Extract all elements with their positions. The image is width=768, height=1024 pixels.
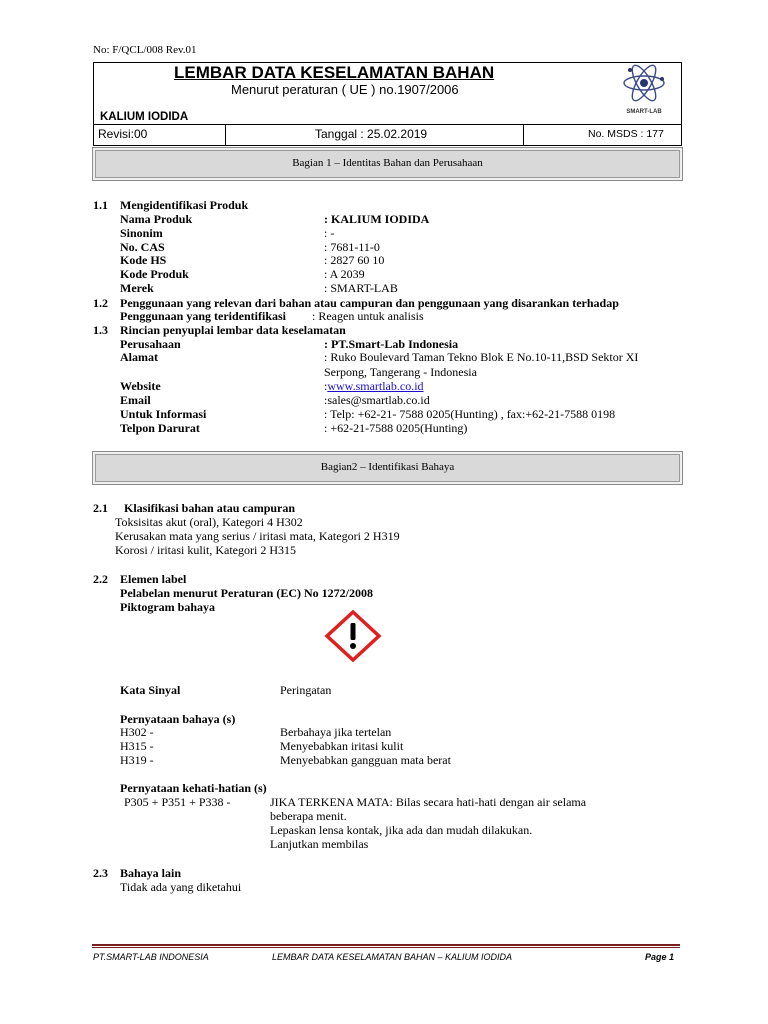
signal-word-label: Kata Sinyal: [120, 683, 181, 697]
hazard-code-3: H319 -: [120, 753, 154, 767]
precaution-code: P305 + P351 + P338 -: [124, 795, 231, 809]
website-value: [324, 379, 424, 393]
address-line2: Serpong, Tangerang - Indonesia: [324, 365, 477, 379]
s22-regulation: Pelabelan menurut Peraturan (EC) No 1272/2008: [120, 586, 373, 600]
product-row-value: : 2827 60 10: [324, 253, 385, 267]
s23-title: Bahaya lain: [120, 866, 182, 880]
precaution-line-2: beberapa menit.: [270, 809, 347, 823]
info-value: : Telp: +62-21- 7588 0205(Hunting) , fax:+62-21-7588 0198: [324, 407, 616, 421]
footer-page-number: Page 1: [645, 952, 675, 962]
s23-number: 2.3: [93, 866, 108, 880]
email-label: Email: [120, 393, 151, 407]
s13-title: Rincian penyuplai lembar data keselamatan: [120, 323, 346, 337]
s22-pictogram-label: Piktogram bahaya: [120, 600, 216, 614]
product-name-header: KALIUM IODIDA: [100, 111, 189, 123]
product-row-value: : -: [324, 226, 335, 240]
product-row-label: Merek: [120, 281, 154, 295]
precaution-line-1: JIKA TERKENA MATA: Bilas secara hati-hati dengan air selama: [270, 795, 587, 809]
s23-text: Tidak ada yang diketahui: [120, 880, 242, 894]
s22-number: 2.2: [93, 572, 108, 586]
precaution-line-3: Lepaskan lensa kontak, jika ada dan mudah dilakukan.: [270, 823, 533, 837]
classification-2: Kerusakan mata yang serius / iritasi mata, Kategori 2 H319: [115, 529, 400, 543]
atom-logo-icon: [610, 59, 680, 121]
website-label: Website: [120, 379, 161, 393]
revision-cell: [94, 125, 226, 145]
hazard-code-2: H315 -: [120, 739, 154, 753]
date-cell: [225, 125, 524, 145]
footer-rule: [92, 944, 680, 948]
product-row-value: : KALIUM IODIDA: [324, 212, 430, 226]
website-prefix: :: [324, 379, 328, 393]
product-row-label: Kode Produk: [120, 267, 189, 281]
product-row-value: : 7681-11-0: [324, 240, 380, 254]
footer-company: PT.SMART-LAB INDONESIA: [93, 952, 209, 962]
section1-heading: Bagian 1 – Identitas Bahan dan Perusahaan: [292, 157, 483, 169]
product-row-value: : A 2039: [324, 267, 365, 281]
identified-use-value: : Reagen untuk analisis: [312, 309, 424, 323]
address-line1: : Ruko Boulevard Taman Tekno Blok E No.10-11,BSD Sektor XI: [324, 350, 639, 364]
product-row-value: : SMART-LAB: [324, 281, 398, 295]
hazard-text-2: Menyebabkan iritasi kulit: [280, 739, 404, 753]
address-label: Alamat: [120, 350, 158, 364]
s12-number: 1.2: [93, 296, 108, 310]
company-value: : PT.Smart-Lab Indonesia: [324, 337, 459, 351]
s21-number: 2.1: [93, 501, 108, 515]
ghs-exclamation-pictogram: [324, 610, 382, 662]
info-label: Untuk Informasi: [120, 407, 207, 421]
website-link[interactable]: www.smartlab.co.id: [327, 379, 424, 393]
email-value: :sales@smartlab.co.id: [324, 393, 430, 407]
section1-band: [92, 147, 683, 181]
product-row-label: Kode HS: [120, 253, 167, 267]
s13-number: 1.3: [93, 323, 108, 337]
s22-title: Elemen label: [120, 572, 187, 586]
precaution-title: Pernyataan kehati-hatian (s): [120, 781, 267, 795]
hazard-statements-title: Pernyataan bahaya (s): [120, 712, 236, 726]
hazard-text-3: Menyebabkan gangguan mata berat: [280, 753, 451, 767]
classification-3: Korosi / iritasi kulit, Kategori 2 H315: [115, 543, 296, 557]
msds-text: No. MSDS : 177: [588, 128, 664, 140]
section2-band: [92, 451, 683, 485]
product-row-label: Nama Produk: [120, 212, 193, 226]
s12-title: Penggunaan yang relevan dari bahan atau campuran dan penggunaan yang disarankan terhadap: [120, 296, 619, 310]
date-text: Tanggal : 25.02.2019: [315, 127, 428, 141]
s11-title: Mengidentifikasi Produk: [120, 198, 249, 212]
precaution-line-4: Lanjutkan membilas: [270, 837, 369, 851]
s21-title: Klasifikasi bahan atau campuran: [124, 501, 296, 515]
footer-document-title: LEMBAR DATA KESELAMATAN BAHAN – KALIUM IODIDA: [272, 952, 513, 962]
svg-text:SMART-LAB: SMART-LAB: [626, 109, 662, 115]
document-number: No: F/QCL/008 Rev.01: [93, 44, 197, 56]
product-row-label: Sinonim: [120, 226, 163, 240]
section2-heading: Bagian2 – Identifikasi Bahaya: [320, 461, 455, 473]
emergency-value: : +62-21-7588 0205(Hunting): [324, 421, 468, 435]
document-title: LEMBAR DATA KESELAMATAN BAHAN: [174, 63, 495, 82]
product-row-label: No. CAS: [120, 240, 165, 254]
emergency-label: Telpon Darurat: [120, 421, 200, 435]
header-box: [93, 62, 682, 125]
hazard-text-1: Berbahaya jika tertelan: [280, 725, 392, 739]
classification-1: Toksisitas akut (oral), Kategori 4 H302: [115, 515, 303, 529]
exclamation-mark-icon: [324, 610, 382, 662]
s11-number: 1.1: [93, 198, 108, 212]
document-subtitle: Menurut peraturan ( UE ) no.1907/2006: [231, 82, 459, 97]
hazard-code-1: H302 -: [120, 725, 154, 739]
identified-use-label: Penggunaan yang teridentifikasi: [120, 309, 287, 323]
revision-text: Revisi:00: [98, 127, 148, 141]
smart-lab-logo: [610, 59, 680, 121]
signal-word-value: Peringatan: [280, 683, 332, 697]
company-label: Perusahaan: [120, 337, 181, 351]
revision-row: [93, 124, 682, 146]
msds-cell: [524, 125, 681, 145]
